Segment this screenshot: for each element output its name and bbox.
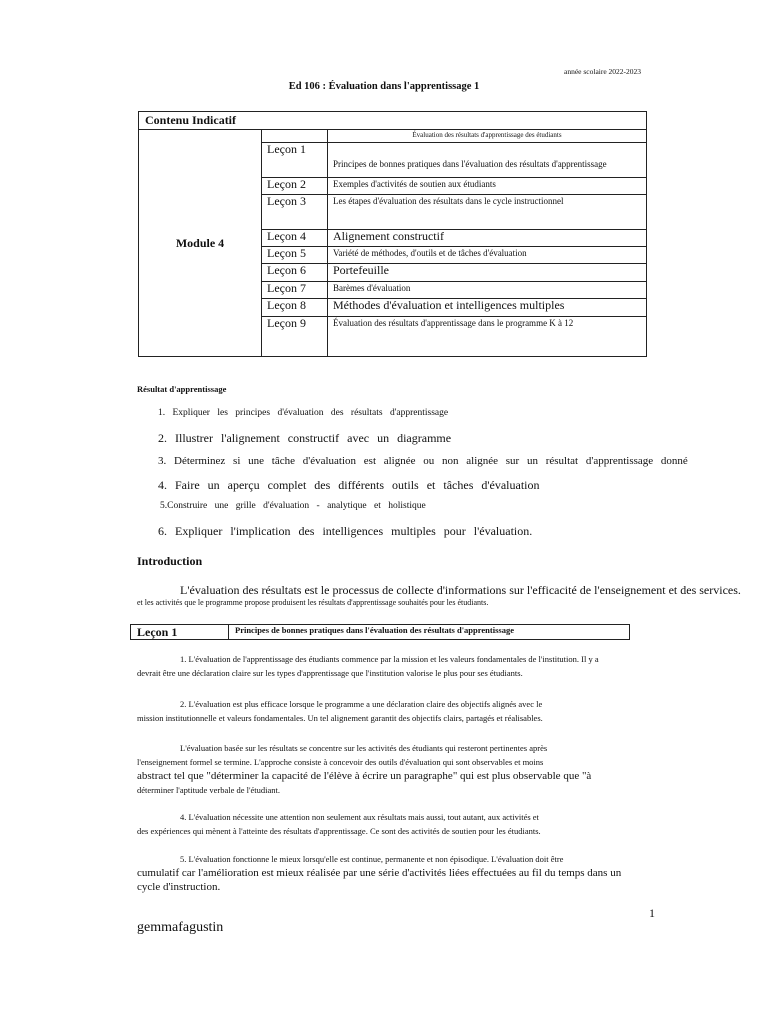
lesson-label: Leçon 2 bbox=[262, 178, 328, 195]
lesson-label: Leçon 4 bbox=[262, 230, 328, 247]
lesson-topic: Principes de bonnes pratiques dans l'évaluation des résultats d'apprentissage bbox=[328, 143, 647, 178]
resultat-title: Résultat d'apprentissage bbox=[137, 384, 227, 394]
document-title: Ed 106 : Évaluation dans l'apprentissage 1 bbox=[288, 81, 480, 92]
paragraph-line: L'évaluation basée sur les résultats se concentre sur les activités des étudiants qui resteront pertinentes après bbox=[180, 743, 548, 753]
objective-item: 3. Déterminez si une tâche d'évaluation est alignée ou non alignée sur un résultat d'apprentissage donné bbox=[158, 455, 688, 467]
lesson-label: Leçon 3 bbox=[262, 195, 328, 230]
paragraph-line: l'enseignement formel se termine. L'approche consiste à concevoir des outils d'évaluation qui sont observables et moins bbox=[137, 757, 544, 767]
introduction-line: et les activités que le programme propose produisent les résultats d'apprentissage souhaités pour les étudiants. bbox=[137, 598, 489, 607]
lesson-label: Leçon 6 bbox=[262, 264, 328, 282]
principle-paragraph bbox=[137, 697, 660, 725]
empty-cell bbox=[262, 130, 328, 143]
introduction-title: Introduction bbox=[137, 554, 203, 568]
objective-item: 5.Construire une grille d'évaluation - analytique et holistique bbox=[160, 501, 426, 511]
lecon1-label: Leçon 1 bbox=[131, 625, 229, 639]
lesson-label: Leçon 8 bbox=[262, 299, 328, 317]
contenu-heading: Contenu Indicatif bbox=[139, 112, 647, 130]
paragraph-line: 4. L'évaluation nécessite une attention non seulement aux résultats mais aussi, tout autant, aux activités et bbox=[180, 812, 539, 822]
module-label: Module 4 bbox=[139, 130, 262, 357]
paragraph-line: déterminer l'aptitude verbale de l'étudiant. bbox=[137, 785, 281, 795]
lesson-label: Leçon 9 bbox=[262, 317, 328, 357]
lesson-label: Leçon 5 bbox=[262, 247, 328, 264]
contenu-table bbox=[138, 111, 647, 357]
paragraph-line: cycle d'instruction. bbox=[137, 881, 221, 893]
introduction-line: L'évaluation des résultats est le processus de collecte d'informations sur l'efficacité de l'enseignement et des services. bbox=[180, 583, 741, 597]
objective-item: 1. Expliquer les principes d'évaluation des résultats d'apprentissage bbox=[158, 408, 449, 418]
principle-paragraph bbox=[137, 810, 660, 838]
table-subheading: Évaluation des résultats d'apprentissage des étudiants bbox=[328, 130, 647, 143]
paragraph-line: mission institutionnelle et valeurs fondamentales. Un tel alignement garantit des objectifs clairs, partagés et réalisables. bbox=[137, 713, 543, 723]
paragraph-line: abstract tel que "déterminer la capacité de l'élève à écrire un paragraphe" qui est plus observable que "à bbox=[137, 770, 592, 782]
lesson-topic: Exemples d'activités de soutien aux étudiants bbox=[328, 178, 647, 195]
lecon1-header bbox=[130, 624, 630, 640]
lesson-topic: Les étapes d'évaluation des résultats dans le cycle instructionnel bbox=[328, 195, 647, 230]
lesson-topic: Portefeuille bbox=[328, 264, 647, 282]
principle-paragraph bbox=[137, 652, 660, 680]
paragraph-line: 2. L'évaluation est plus efficace lorsque le programme a une déclaration claire des objectifs alignés avec le bbox=[180, 699, 543, 709]
page-number: 1 bbox=[649, 906, 655, 920]
lesson-topic: Alignement constructif bbox=[328, 230, 647, 247]
lesson-topic: Évaluation des résultats d'apprentissage dans le programme K à 12 bbox=[328, 317, 647, 357]
school-year: année scolaire 2022-2023 bbox=[564, 67, 642, 76]
objective-item: 4. Faire un aperçu complet des différents outils et tâches d'évaluation bbox=[158, 478, 540, 492]
lesson-topic: Méthodes d'évaluation et intelligences multiples bbox=[328, 299, 647, 317]
lecon1-title: Principes de bonnes pratiques dans l'évaluation des résultats d'apprentissage bbox=[235, 625, 514, 635]
paragraph-line: cumulatif car l'amélioration est mieux réalisée par une série d'activités liées effectuées au fil du temps dans un bbox=[137, 867, 622, 879]
author-name: gemmafagustin bbox=[137, 920, 224, 935]
paragraph-line: devrait être une déclaration claire sur les types d'apprentissage que l'institution valorise le plus pour ses étudiants. bbox=[137, 668, 523, 678]
lesson-label: Leçon 7 bbox=[262, 282, 328, 299]
paragraph-line: 5. L'évaluation fonctionne le mieux lorsqu'elle est continue, permanente et non épisodique. L'évaluation doit être bbox=[180, 854, 564, 864]
lesson-label: Leçon 1 bbox=[262, 143, 328, 178]
lesson-topic: Barèmes d'évaluation bbox=[328, 282, 647, 299]
objective-item: 2. Illustrer l'alignement constructif avec un diagramme bbox=[158, 431, 452, 445]
objective-item: 6. Expliquer l'implication des intelligences multiples pour l'évaluation. bbox=[158, 524, 533, 538]
paragraph-line: des expériences qui mènent à l'atteinte des résultats d'apprentissage. Ce sont des activités de soutien pour les étudiants. bbox=[137, 826, 541, 836]
lesson-topic: Variété de méthodes, d'outils et de tâches d'évaluation bbox=[328, 247, 647, 264]
principle-paragraph bbox=[137, 852, 660, 894]
principle-paragraph bbox=[137, 741, 660, 797]
paragraph-line: 1. L'évaluation de l'apprentissage des étudiants commence par la mission et les valeurs fondamentales de l'institution. Il y a bbox=[180, 654, 599, 664]
